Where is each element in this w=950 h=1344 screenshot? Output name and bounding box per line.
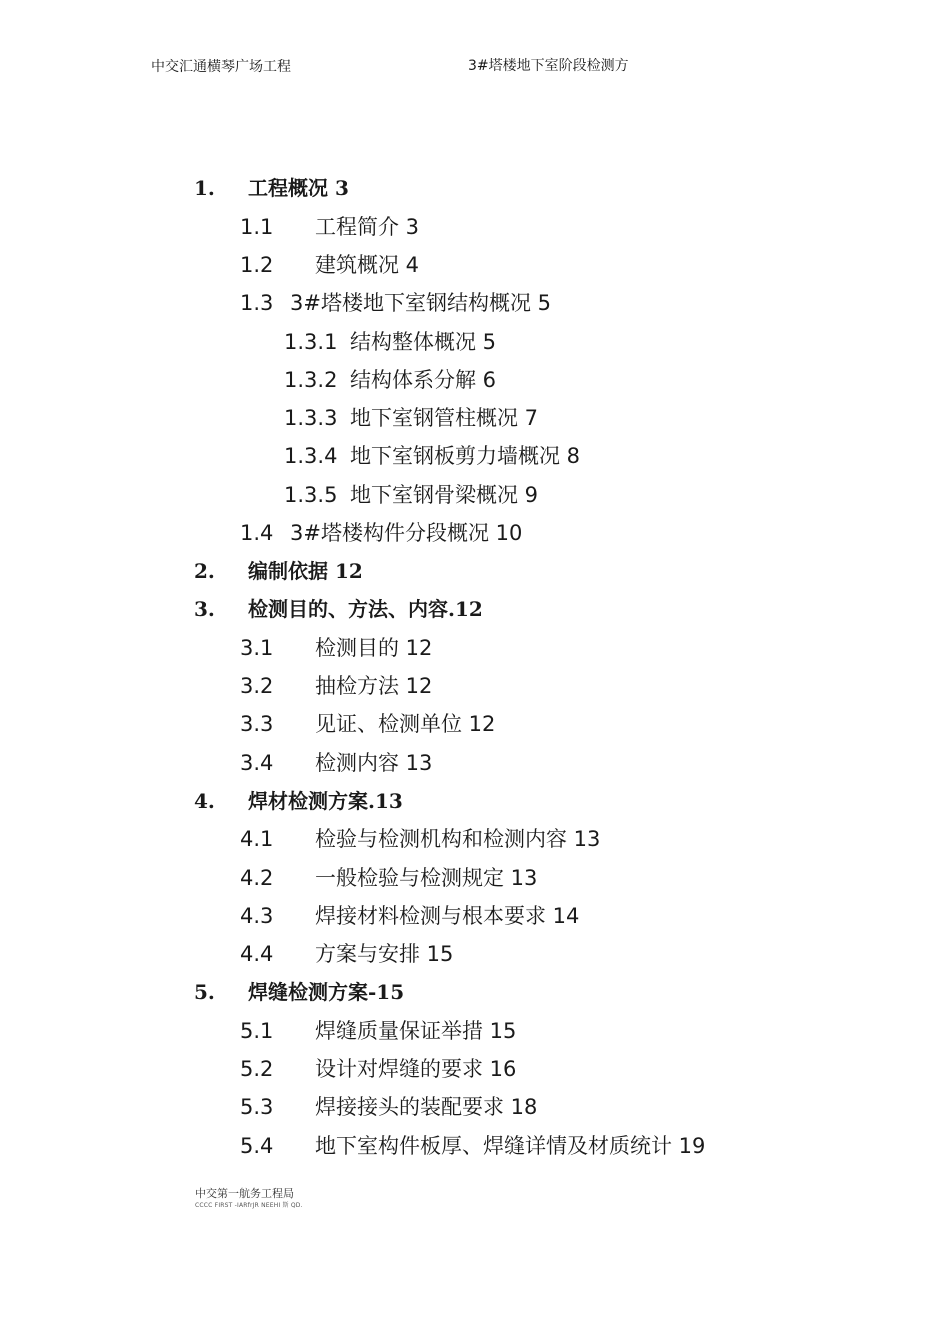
toc-text: 焊缝质量保证举措 15 bbox=[315, 1019, 517, 1043]
toc-number: 3.4 bbox=[240, 751, 274, 775]
toc-text: 地下室钢管柱概况 7 bbox=[350, 406, 539, 430]
toc-text: 抽检方法 12 bbox=[315, 674, 433, 698]
toc-text: 结构体系分解 6 bbox=[350, 368, 497, 392]
toc-number: 5.1 bbox=[240, 1019, 274, 1043]
toc-number: 4.1 bbox=[240, 827, 274, 851]
footer-company-english: CCCC FIRST -IARfrJR NEEHI 斯 QD. bbox=[195, 1202, 303, 1209]
toc-text: 见证、检测单位 12 bbox=[315, 712, 496, 736]
toc-text: 地下室钢板剪力墙概况 8 bbox=[350, 444, 581, 468]
toc-text: 检测内容 13 bbox=[315, 751, 433, 775]
toc-text: 焊缝检测方案-15 bbox=[248, 980, 405, 1004]
toc-text: 一般检验与检测规定 13 bbox=[315, 866, 538, 890]
toc-text: 结构整体概况 5 bbox=[350, 330, 497, 354]
toc-number: 5.2 bbox=[240, 1057, 274, 1081]
toc-number: 5.4 bbox=[240, 1134, 274, 1158]
toc-number: 4.2 bbox=[240, 866, 274, 890]
toc-number: 3.3 bbox=[240, 712, 274, 736]
toc-text: 编制依据 12 bbox=[248, 559, 363, 583]
header-left: 中交汇通横琴广场工程 bbox=[151, 59, 291, 75]
toc-number: 4. bbox=[194, 789, 215, 813]
toc-text: 方案与安排 15 bbox=[315, 942, 454, 966]
toc-text: 设计对焊缝的要求 16 bbox=[315, 1057, 517, 1081]
toc-number: 1.1 bbox=[240, 215, 274, 239]
toc-text: 检测目的 12 bbox=[315, 636, 433, 660]
header-right: 3#塔楼地下室阶段检测方 bbox=[468, 58, 629, 74]
toc-text: 3#塔楼地下室钢结构概况 5 bbox=[290, 291, 551, 315]
toc-number: 3. bbox=[194, 597, 215, 621]
toc-number: 1.3.1 bbox=[284, 330, 338, 354]
toc-number: 2. bbox=[194, 559, 215, 583]
toc-number: 5. bbox=[194, 980, 215, 1004]
toc-number: 1.2 bbox=[240, 253, 274, 277]
toc-text: 3#塔楼构件分段概况 10 bbox=[290, 521, 523, 545]
toc-text: 检验与检测机构和检测内容 13 bbox=[315, 827, 601, 851]
toc-text: 地下室构件板厚、焊缝详情及材质统计 19 bbox=[315, 1134, 706, 1158]
toc-text: 建筑概况 4 bbox=[315, 253, 420, 277]
toc-number: 4.4 bbox=[240, 942, 274, 966]
toc-text: 焊接材料检测与根本要求 14 bbox=[315, 904, 580, 928]
toc-number: 1.3.4 bbox=[284, 444, 338, 468]
toc-text: 工程概况 3 bbox=[248, 176, 349, 200]
toc-text: 焊接接头的装配要求 18 bbox=[315, 1095, 538, 1119]
toc-number: 3.1 bbox=[240, 636, 274, 660]
toc-number: 1. bbox=[194, 176, 215, 200]
toc-text: 检测目的、方法、内容.12 bbox=[248, 597, 483, 621]
toc-text: 焊材检测方案.13 bbox=[248, 789, 403, 813]
toc-text: 地下室钢骨梁概况 9 bbox=[350, 483, 539, 507]
toc-number: 1.3.3 bbox=[284, 406, 338, 430]
toc-number: 1.3.5 bbox=[284, 483, 338, 507]
toc-number: 5.3 bbox=[240, 1095, 274, 1119]
toc-number: 1.3.2 bbox=[284, 368, 338, 392]
toc-number: 1.4 bbox=[240, 521, 274, 545]
footer-company-name: 中交第一航务工程局 bbox=[195, 1187, 294, 1200]
toc-number: 1.3 bbox=[240, 291, 274, 315]
toc-number: 3.2 bbox=[240, 674, 274, 698]
toc-text: 工程简介 3 bbox=[315, 215, 420, 239]
toc-number: 4.3 bbox=[240, 904, 274, 928]
